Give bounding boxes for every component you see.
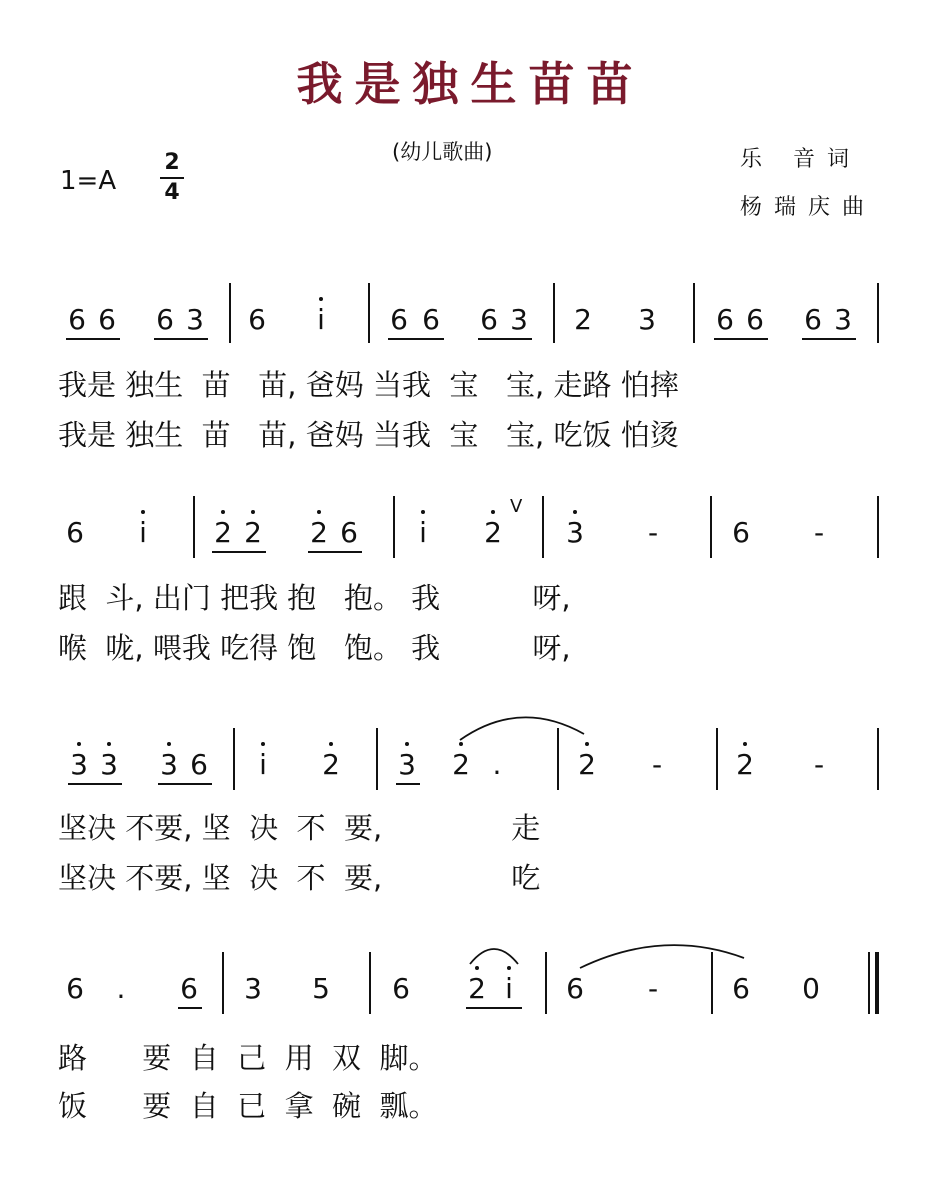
note: 2 <box>448 750 474 780</box>
eighth-underline <box>308 551 362 553</box>
note: 3 <box>394 750 420 780</box>
note: 3 <box>96 750 122 780</box>
eighth-underline <box>802 338 856 340</box>
note: 6 <box>66 972 84 1005</box>
note: 6 <box>68 303 86 336</box>
final-barline-thick <box>875 952 879 1014</box>
barline <box>716 728 718 790</box>
time-signature-bottom: 4 <box>164 180 180 205</box>
song-title: 我是独生苗苗 <box>296 57 645 111</box>
note: 6 <box>340 516 358 549</box>
barline <box>557 728 559 790</box>
note: 6 <box>422 303 440 336</box>
eighth-underline <box>212 551 266 553</box>
lyric-line-1: 我是 独生 苗 苗, 爸妈 当我 宝 宝, 走路 怕摔 <box>58 368 679 402</box>
lyric-line-2: 我是 独生 苗 苗, 爸妈 当我 宝 宝, 吃饭 怕烫 <box>58 418 679 452</box>
note: 3 <box>186 303 204 336</box>
staff-row-1 <box>0 305 941 515</box>
note: 3 <box>834 303 852 336</box>
note: 2 <box>210 518 236 548</box>
note: 6 <box>392 972 410 1005</box>
note: - <box>651 748 663 781</box>
note: 2 <box>574 750 600 780</box>
lyric-line-2: 坚决 不要, 坚 决 不 要, 吃 <box>58 861 541 895</box>
eighth-underline <box>478 338 532 340</box>
note: 6 <box>566 972 584 1005</box>
lyric-line-2: 喉 咙, 喂我 吃得 饱 饱。 我 呀, <box>58 631 571 665</box>
barline <box>711 952 713 1014</box>
note: i <box>250 750 276 780</box>
slur-arc <box>468 940 520 966</box>
barline <box>542 496 544 558</box>
note: 6 <box>716 303 734 336</box>
note: 6 <box>66 516 84 549</box>
note: 6 <box>804 303 822 336</box>
tie-arc <box>578 942 748 972</box>
note: i <box>496 974 522 1004</box>
eighth-underline <box>178 1007 202 1009</box>
note: 3 <box>638 303 656 336</box>
note: 6 <box>180 972 198 1005</box>
note: 2 <box>464 974 490 1004</box>
time-signature-line <box>160 177 184 179</box>
note: 3 <box>66 750 92 780</box>
barline <box>229 283 231 343</box>
note: 3 <box>156 750 182 780</box>
note: i <box>130 518 156 548</box>
note: 2 <box>240 518 266 548</box>
breath-mark: V <box>510 496 523 517</box>
staff-row-3 <box>0 750 941 910</box>
final-barline-thin <box>868 952 870 1014</box>
tie-arc <box>458 712 588 742</box>
staff-row-4 <box>0 974 941 1134</box>
barline <box>553 283 555 343</box>
barline <box>368 283 370 343</box>
barline <box>393 496 395 558</box>
time-signature-top: 2 <box>164 150 180 175</box>
note: 6 <box>480 303 498 336</box>
lyric-line-2: 饭 要 自 已 拿 碗 瓢。 <box>58 1089 438 1123</box>
note: 2 <box>574 303 592 336</box>
eighth-underline <box>396 783 420 785</box>
eighth-underline <box>66 338 120 340</box>
song-subtitle: (幼儿歌曲) <box>392 140 493 164</box>
barline <box>369 952 371 1014</box>
barline <box>376 728 378 790</box>
note: . <box>116 972 126 1005</box>
barline <box>545 952 547 1014</box>
barline <box>693 283 695 343</box>
note: 5 <box>312 972 330 1005</box>
eighth-underline <box>466 1007 522 1009</box>
barline <box>877 496 879 558</box>
eighth-underline <box>158 783 212 785</box>
note: 3 <box>244 972 262 1005</box>
staff-row-2 <box>0 496 941 678</box>
note: 6 <box>390 303 408 336</box>
key-signature: 1=A <box>60 166 117 196</box>
note: 3 <box>510 303 528 336</box>
note: 6 <box>248 303 266 336</box>
time-signature <box>160 150 184 206</box>
barline <box>877 283 879 343</box>
note: - <box>813 516 825 549</box>
barline <box>710 496 712 558</box>
note: 0 <box>802 972 820 1005</box>
eighth-underline <box>388 338 444 340</box>
composer-credit: 杨瑞庆曲 <box>740 195 877 220</box>
note: 6 <box>98 303 116 336</box>
barline <box>877 728 879 790</box>
note: 6 <box>732 972 750 1005</box>
note: 6 <box>732 516 750 549</box>
lyricist-credit: 乐 音词 <box>740 147 861 172</box>
note: 6 <box>156 303 174 336</box>
note: 2 <box>732 750 758 780</box>
note: - <box>813 748 825 781</box>
note: i <box>308 305 334 335</box>
note: i <box>410 518 436 548</box>
note: - <box>647 972 659 1005</box>
lyric-line-1: 坚决 不要, 坚 决 不 要, 走 <box>58 811 541 845</box>
eighth-underline <box>68 783 122 785</box>
note: 3 <box>562 518 588 548</box>
eighth-underline <box>154 338 208 340</box>
note: . <box>492 748 502 781</box>
barline <box>222 952 224 1014</box>
lyric-line-1: 路 要 自 己 用 双 脚。 <box>58 1041 438 1075</box>
note: 6 <box>746 303 764 336</box>
note: 2 <box>318 750 344 780</box>
note: 2 <box>306 518 332 548</box>
lyric-line-1: 跟 斗, 出门 把我 抱 抱。 我 呀, <box>58 581 571 615</box>
note: - <box>647 516 659 549</box>
barline <box>233 728 235 790</box>
barline <box>193 496 195 558</box>
note: 2 <box>480 518 506 548</box>
eighth-underline <box>714 338 768 340</box>
note: 6 <box>190 748 208 781</box>
